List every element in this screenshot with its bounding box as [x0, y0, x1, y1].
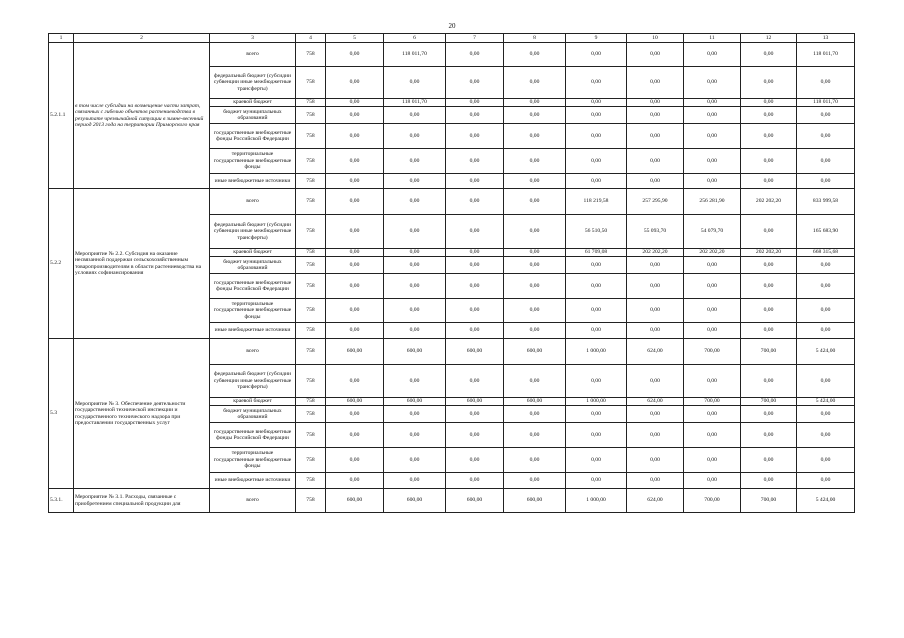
amount-cell: 0,00 — [627, 257, 684, 274]
amount-cell: 0,00 — [446, 249, 504, 257]
amount-cell: 0,00 — [326, 423, 384, 448]
kbk-code: 758 — [296, 107, 326, 124]
amount-cell: 0,00 — [446, 43, 504, 67]
amount-cell: 0,00 — [741, 149, 797, 174]
kbk-code: 758 — [296, 99, 326, 107]
amount-cell: 624,00 — [627, 489, 684, 513]
item-name: Мероприятие № 3. Обеспечение деятельности государственной технической инспекции и государственного технического надзора при предоставлении государственных услуг — [74, 339, 210, 489]
funding-source: территориальные государственные внебюджетные фонды — [210, 149, 296, 174]
amount-cell: 0,00 — [797, 365, 855, 398]
header-cell: 12 — [741, 34, 797, 43]
amount-cell: 1 000,00 — [566, 489, 627, 513]
amount-cell: 0,00 — [326, 124, 384, 149]
amount-cell: 0,00 — [627, 365, 684, 398]
amount-cell: 0,00 — [504, 174, 566, 189]
amount-cell: 0,00 — [326, 274, 384, 299]
amount-cell: 118 011,70 — [384, 99, 446, 107]
amount-cell: 0,00 — [384, 423, 446, 448]
kbk-code: 758 — [296, 257, 326, 274]
amount-cell: 0,00 — [684, 107, 741, 124]
amount-cell: 0,00 — [504, 99, 566, 107]
amount-cell: 0,00 — [566, 365, 627, 398]
funding-source: иные внебюджетные источники — [210, 473, 296, 489]
amount-cell: 700,00 — [684, 339, 741, 365]
amount-cell: 0,00 — [504, 257, 566, 274]
header-cell: 5 — [326, 34, 384, 43]
amount-cell: 0,00 — [446, 149, 504, 174]
amount-cell: 118 011,70 — [797, 99, 855, 107]
kbk-code: 758 — [296, 67, 326, 99]
amount-cell: 0,00 — [446, 67, 504, 99]
amount-cell: 0,00 — [326, 365, 384, 398]
amount-cell: 0,00 — [326, 107, 384, 124]
amount-cell: 0,00 — [741, 423, 797, 448]
amount-cell: 118 011,70 — [384, 43, 446, 67]
amount-cell: 700,00 — [741, 398, 797, 406]
kbk-code: 758 — [296, 398, 326, 406]
amount-cell: 0,00 — [504, 107, 566, 124]
amount-cell: 0,00 — [566, 274, 627, 299]
amount-cell: 0,00 — [797, 107, 855, 124]
kbk-code: 758 — [296, 274, 326, 299]
kbk-code: 758 — [296, 473, 326, 489]
amount-cell: 0,00 — [566, 448, 627, 473]
amount-cell: 0,00 — [446, 257, 504, 274]
amount-cell: 0,00 — [504, 43, 566, 67]
funding-source: всего — [210, 189, 296, 215]
amount-cell: 0,00 — [566, 67, 627, 99]
amount-cell: 0,00 — [504, 323, 566, 339]
amount-cell: 600,00 — [384, 398, 446, 406]
amount-cell: 0,00 — [566, 174, 627, 189]
amount-cell: 0,00 — [627, 99, 684, 107]
amount-cell: 700,00 — [684, 489, 741, 513]
amount-cell: 600,00 — [326, 398, 384, 406]
funding-source: всего — [210, 43, 296, 67]
amount-cell: 0,00 — [797, 473, 855, 489]
amount-cell: 0,00 — [384, 174, 446, 189]
amount-cell: 0,00 — [684, 299, 741, 323]
amount-cell: 0,00 — [741, 473, 797, 489]
header-cell: 13 — [797, 34, 855, 43]
amount-cell: 0,00 — [326, 406, 384, 423]
amount-cell: 0,00 — [446, 174, 504, 189]
amount-cell: 600,00 — [326, 339, 384, 365]
amount-cell: 0,00 — [504, 67, 566, 99]
amount-cell: 600,00 — [446, 489, 504, 513]
amount-cell: 0,00 — [566, 107, 627, 124]
header-cell: 7 — [446, 34, 504, 43]
amount-cell: 54 079,70 — [684, 215, 741, 249]
amount-cell: 202 202,20 — [684, 249, 741, 257]
amount-cell: 0,00 — [627, 406, 684, 423]
amount-cell: 0,00 — [797, 448, 855, 473]
amount-cell: 0,00 — [504, 406, 566, 423]
amount-cell: 0,00 — [566, 406, 627, 423]
funding-source: государственные внебюджетные фонды Российской Федерации — [210, 124, 296, 149]
header-row — [49, 34, 855, 43]
funding-source: государственные внебюджетные фонды Российской Федерации — [210, 274, 296, 299]
amount-cell: 0,00 — [797, 323, 855, 339]
header-cell: 1 — [49, 34, 74, 43]
amount-cell: 0,00 — [384, 257, 446, 274]
funding-source: краевой бюджет — [210, 99, 296, 107]
kbk-code: 758 — [296, 149, 326, 174]
amount-cell: 0,00 — [326, 299, 384, 323]
amount-cell: 600,00 — [504, 339, 566, 365]
kbk-code: 758 — [296, 323, 326, 339]
amount-cell: 0,00 — [741, 323, 797, 339]
page-number: 20 — [448, 22, 456, 30]
amount-cell: 0,00 — [797, 149, 855, 174]
amount-cell: 0,00 — [446, 448, 504, 473]
amount-cell: 0,00 — [446, 299, 504, 323]
amount-cell: 61 709,08 — [566, 249, 627, 257]
amount-cell: 0,00 — [504, 473, 566, 489]
amount-cell: 0,00 — [797, 299, 855, 323]
kbk-code: 758 — [296, 249, 326, 257]
amount-cell: 0,00 — [326, 67, 384, 99]
amount-cell: 0,00 — [797, 406, 855, 423]
amount-cell: 0,00 — [741, 124, 797, 149]
amount-cell: 600,00 — [446, 339, 504, 365]
amount-cell: 5 424,00 — [797, 339, 855, 365]
amount-cell: 0,00 — [741, 215, 797, 249]
amount-cell: 0,00 — [566, 473, 627, 489]
table-row — [49, 43, 855, 67]
amount-cell: 0,00 — [797, 124, 855, 149]
amount-cell: 0,00 — [741, 299, 797, 323]
amount-cell: 0,00 — [446, 107, 504, 124]
amount-cell: 0,00 — [797, 274, 855, 299]
amount-cell: 0,00 — [504, 299, 566, 323]
amount-cell: 0,00 — [446, 215, 504, 249]
amount-cell: 0,00 — [627, 274, 684, 299]
amount-cell: 0,00 — [797, 423, 855, 448]
amount-cell: 0,00 — [566, 257, 627, 274]
table-row — [49, 189, 855, 215]
amount-cell: 0,00 — [326, 323, 384, 339]
amount-cell: 0,00 — [627, 174, 684, 189]
item-name: в том числе субсидии на возмещение части затрат, связанных с гибелью объектов растениеводства в результате чрезвычайной ситуации в зимне-весенний период 2013 года на территории Приморского края — [74, 43, 210, 189]
amount-cell: 0,00 — [504, 149, 566, 174]
amount-cell: 0,00 — [797, 174, 855, 189]
amount-cell: 0,00 — [446, 124, 504, 149]
item-code: 5.2.1.1 — [49, 43, 74, 189]
amount-cell: 0,00 — [446, 365, 504, 398]
amount-cell: 0,00 — [684, 323, 741, 339]
amount-cell: 0,00 — [504, 274, 566, 299]
amount-cell: 0,00 — [384, 365, 446, 398]
amount-cell: 0,00 — [504, 448, 566, 473]
amount-cell: 700,00 — [684, 398, 741, 406]
amount-cell: 0,00 — [384, 323, 446, 339]
item-code: 5.2.2 — [49, 189, 74, 339]
amount-cell: 0,00 — [326, 257, 384, 274]
amount-cell: 0,00 — [326, 473, 384, 489]
amount-cell: 0,00 — [326, 189, 384, 215]
amount-cell: 202 202,20 — [627, 249, 684, 257]
header-cell: 11 — [684, 34, 741, 43]
amount-cell: 0,00 — [684, 274, 741, 299]
amount-cell: 0,00 — [326, 149, 384, 174]
funding-source: бюджет муниципальных образований — [210, 257, 296, 274]
funding-source: территориальные государственные внебюджетные фонды — [210, 299, 296, 323]
amount-cell: 0,00 — [741, 257, 797, 274]
amount-cell: 0,00 — [627, 473, 684, 489]
amount-cell: 600,00 — [504, 489, 566, 513]
header-cell: 2 — [74, 34, 210, 43]
funding-source: всего — [210, 489, 296, 513]
funding-source: краевой бюджет — [210, 398, 296, 406]
amount-cell: 0,00 — [627, 299, 684, 323]
funding-source: территориальные государственные внебюджетные фонды — [210, 448, 296, 473]
amount-cell: 600,00 — [504, 398, 566, 406]
amount-cell: 0,00 — [684, 99, 741, 107]
item-code: 5.3 — [49, 339, 74, 489]
funding-source: краевой бюджет — [210, 249, 296, 257]
kbk-code: 758 — [296, 299, 326, 323]
amount-cell: 118 219,58 — [566, 189, 627, 215]
amount-cell: 0,00 — [627, 67, 684, 99]
amount-cell: 0,00 — [504, 423, 566, 448]
amount-cell: 0,00 — [741, 448, 797, 473]
amount-cell: 600,00 — [384, 489, 446, 513]
kbk-code: 758 — [296, 215, 326, 249]
funding-source: иные внебюджетные источники — [210, 174, 296, 189]
amount-cell: 0,00 — [627, 323, 684, 339]
amount-cell: 0,00 — [504, 249, 566, 257]
amount-cell: 600,00 — [384, 339, 446, 365]
amount-cell: 0,00 — [384, 274, 446, 299]
amount-cell: 0,00 — [504, 124, 566, 149]
amount-cell: 0,00 — [446, 323, 504, 339]
kbk-code: 758 — [296, 43, 326, 67]
amount-cell: 0,00 — [384, 249, 446, 257]
amount-cell: 0,00 — [384, 215, 446, 249]
amount-cell: 256 281,90 — [684, 189, 741, 215]
amount-cell: 0,00 — [741, 43, 797, 67]
amount-cell: 0,00 — [684, 365, 741, 398]
amount-cell: 0,00 — [684, 174, 741, 189]
amount-cell: 600,00 — [326, 489, 384, 513]
amount-cell: 624,00 — [627, 339, 684, 365]
amount-cell: 0,00 — [627, 124, 684, 149]
amount-cell: 0,00 — [566, 323, 627, 339]
kbk-code: 758 — [296, 423, 326, 448]
kbk-code: 758 — [296, 339, 326, 365]
amount-cell: 0,00 — [326, 99, 384, 107]
amount-cell: 118 011,70 — [797, 43, 855, 67]
funding-source: бюджет муниципальных образований — [210, 406, 296, 423]
amount-cell: 0,00 — [627, 43, 684, 67]
header-cell: 4 — [296, 34, 326, 43]
kbk-code: 758 — [296, 189, 326, 215]
amount-cell: 0,00 — [684, 257, 741, 274]
amount-cell: 0,00 — [797, 67, 855, 99]
amount-cell: 0,00 — [627, 423, 684, 448]
amount-cell: 0,00 — [326, 215, 384, 249]
amount-cell: 700,00 — [741, 339, 797, 365]
amount-cell: 0,00 — [627, 107, 684, 124]
amount-cell: 0,00 — [504, 189, 566, 215]
kbk-code: 758 — [296, 365, 326, 398]
amount-cell: 0,00 — [446, 99, 504, 107]
header-cell: 3 — [210, 34, 296, 43]
kbk-code: 758 — [296, 406, 326, 423]
kbk-code: 758 — [296, 489, 326, 513]
amount-cell: 0,00 — [384, 124, 446, 149]
amount-cell: 0,00 — [566, 124, 627, 149]
amount-cell: 0,00 — [384, 406, 446, 423]
amount-cell: 600,00 — [446, 398, 504, 406]
amount-cell: 0,00 — [446, 406, 504, 423]
amount-cell: 1 000,00 — [566, 398, 627, 406]
amount-cell: 0,00 — [566, 99, 627, 107]
amount-cell: 0,00 — [566, 149, 627, 174]
amount-cell: 0,00 — [741, 365, 797, 398]
amount-cell: 668 315,68 — [797, 249, 855, 257]
amount-cell: 0,00 — [741, 274, 797, 299]
amount-cell: 0,00 — [446, 274, 504, 299]
funding-source: иные внебюджетные источники — [210, 323, 296, 339]
amount-cell: 0,00 — [684, 423, 741, 448]
header-cell: 8 — [504, 34, 566, 43]
amount-cell: 0,00 — [384, 448, 446, 473]
amount-cell: 0,00 — [326, 174, 384, 189]
amount-cell: 0,00 — [684, 67, 741, 99]
amount-cell: 0,00 — [384, 107, 446, 124]
amount-cell: 0,00 — [684, 124, 741, 149]
amount-cell: 1 000,00 — [566, 339, 627, 365]
amount-cell: 0,00 — [566, 423, 627, 448]
amount-cell: 55 093,70 — [627, 215, 684, 249]
amount-cell: 0,00 — [326, 249, 384, 257]
amount-cell: 257 295,90 — [627, 189, 684, 215]
amount-cell: 833 999,58 — [797, 189, 855, 215]
item-name: Мероприятие № 2.2. Субсидия на оказание несвязанной поддержки сельскохозяйственным товаропроизводителям в области растениеводства на условиях софинансирования — [74, 189, 210, 339]
amount-cell: 0,00 — [384, 149, 446, 174]
amount-cell: 0,00 — [627, 149, 684, 174]
amount-cell: 0,00 — [684, 43, 741, 67]
amount-cell: 56 510,50 — [566, 215, 627, 249]
amount-cell: 0,00 — [384, 299, 446, 323]
amount-cell: 0,00 — [741, 67, 797, 99]
funding-source: федеральный бюджет (субсидии субвенции иные межбюджетные трансферты) — [210, 67, 296, 99]
amount-cell: 0,00 — [741, 174, 797, 189]
amount-cell: 0,00 — [741, 107, 797, 124]
kbk-code: 758 — [296, 448, 326, 473]
amount-cell: 0,00 — [684, 473, 741, 489]
kbk-code: 758 — [296, 124, 326, 149]
amount-cell: 0,00 — [684, 149, 741, 174]
funding-source: федеральный бюджет (субсидии субвенции иные межбюджетные трансферты) — [210, 365, 296, 398]
funding-source: федеральный бюджет (субсидии субвенции иные межбюджетные трансферты) — [210, 215, 296, 249]
amount-cell: 0,00 — [326, 448, 384, 473]
amount-cell: 624,00 — [627, 398, 684, 406]
amount-cell: 700,00 — [741, 489, 797, 513]
kbk-code: 758 — [296, 174, 326, 189]
funding-source: всего — [210, 339, 296, 365]
header-cell: 10 — [627, 34, 684, 43]
budget-table — [48, 33, 855, 513]
amount-cell: 165 683,90 — [797, 215, 855, 249]
amount-cell: 0,00 — [384, 473, 446, 489]
amount-cell: 0,00 — [504, 365, 566, 398]
amount-cell: 0,00 — [684, 448, 741, 473]
funding-source: бюджет муниципальных образований — [210, 107, 296, 124]
amount-cell: 202 202,20 — [741, 249, 797, 257]
amount-cell: 0,00 — [504, 215, 566, 249]
amount-cell: 0,00 — [566, 299, 627, 323]
amount-cell: 0,00 — [741, 406, 797, 423]
funding-source: государственные внебюджетные фонды Российской Федерации — [210, 423, 296, 448]
item-code: 5.3.1. — [49, 489, 74, 513]
amount-cell: 0,00 — [446, 423, 504, 448]
amount-cell: 0,00 — [627, 448, 684, 473]
header-cell: 9 — [566, 34, 627, 43]
amount-cell: 0,00 — [446, 473, 504, 489]
amount-cell: 0,00 — [684, 406, 741, 423]
header-cell: 6 — [384, 34, 446, 43]
amount-cell: 0,00 — [384, 67, 446, 99]
amount-cell: 5 424,00 — [797, 398, 855, 406]
amount-cell: 202 202,20 — [741, 189, 797, 215]
amount-cell: 0,00 — [384, 189, 446, 215]
amount-cell: 0,00 — [797, 257, 855, 274]
amount-cell: 0,00 — [566, 43, 627, 67]
amount-cell: 0,00 — [326, 43, 384, 67]
amount-cell: 0,00 — [741, 99, 797, 107]
amount-cell: 0,00 — [446, 189, 504, 215]
table-row — [49, 339, 855, 365]
table-row — [49, 489, 855, 513]
amount-cell: 5 424,00 — [797, 489, 855, 513]
item-name: Мероприятие № 3.1. Расходы, связанные с приобретением специальной продукции для — [74, 489, 210, 513]
